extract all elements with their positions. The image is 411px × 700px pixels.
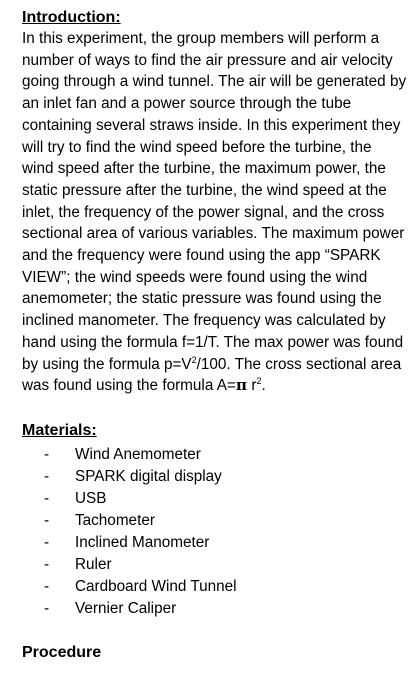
list-item-label: USB bbox=[75, 489, 107, 507]
list-bullet: - bbox=[44, 599, 50, 617]
list-item-label: Wind Anemometer bbox=[75, 445, 201, 463]
list-item bbox=[22, 466, 407, 488]
introduction-text-middle: /100. The cross sectional area was found using the formula A= bbox=[22, 355, 402, 395]
list-bullet: - bbox=[44, 511, 50, 529]
procedure-heading: Procedure bbox=[22, 643, 102, 661]
introduction-text-r: r bbox=[247, 377, 257, 395]
introduction-paragraph bbox=[22, 28, 407, 397]
list-item-label: SPARK digital display bbox=[75, 467, 222, 485]
list-item bbox=[22, 488, 407, 510]
list-bullet: - bbox=[44, 467, 50, 485]
list-bullet: - bbox=[44, 489, 50, 507]
superscript-two: 2 bbox=[256, 376, 262, 387]
list-bullet: - bbox=[44, 555, 50, 573]
list-item-label: Ruler bbox=[75, 555, 112, 573]
list-item-label: Inclined Manometer bbox=[75, 533, 210, 551]
list-item bbox=[22, 576, 407, 598]
list-bullet: - bbox=[44, 533, 50, 551]
list-item bbox=[22, 598, 407, 620]
list-item bbox=[22, 444, 407, 466]
pi-symbol: π bbox=[235, 376, 248, 395]
introduction-text-end: . bbox=[261, 377, 266, 395]
introduction-text: In this experiment, the group members will perform a number of ways to find the air pressure and air velocity going through a wind tunnel. The air will be generated by an inlet fan and a power source through the tube containing several straws inside. In this experiment they will try to find the wind speed before the turbine, the wind speed after the turbine, the maximum power, the static pressure after the turbine, the wind speed at the inlet, the frequency of the power signal, and the cross sectional area of various variables. The maximum power and the frequency were found using the app “SPARK VIEW”; the wind speeds were found using the wind anemometer; the static pressure was found using the inclined manometer. The frequency was calculated by hand using the formula f=1/T. The max power was found by using the formula p=V bbox=[22, 30, 407, 373]
list-bullet: - bbox=[44, 445, 50, 463]
materials-list bbox=[22, 444, 407, 620]
list-item bbox=[22, 510, 407, 532]
materials-heading: Materials: bbox=[22, 421, 97, 439]
list-item-label: Vernier Caliper bbox=[75, 599, 177, 617]
list-item bbox=[22, 554, 407, 576]
introduction-heading: Introduction: bbox=[22, 9, 121, 26]
superscript-two: 2 bbox=[191, 354, 197, 365]
list-item-label: Tachometer bbox=[75, 511, 155, 529]
list-item-label: Cardboard Wind Tunnel bbox=[75, 577, 237, 595]
document-page bbox=[22, 8, 407, 663]
list-bullet: - bbox=[44, 577, 50, 595]
list-item bbox=[22, 532, 407, 554]
